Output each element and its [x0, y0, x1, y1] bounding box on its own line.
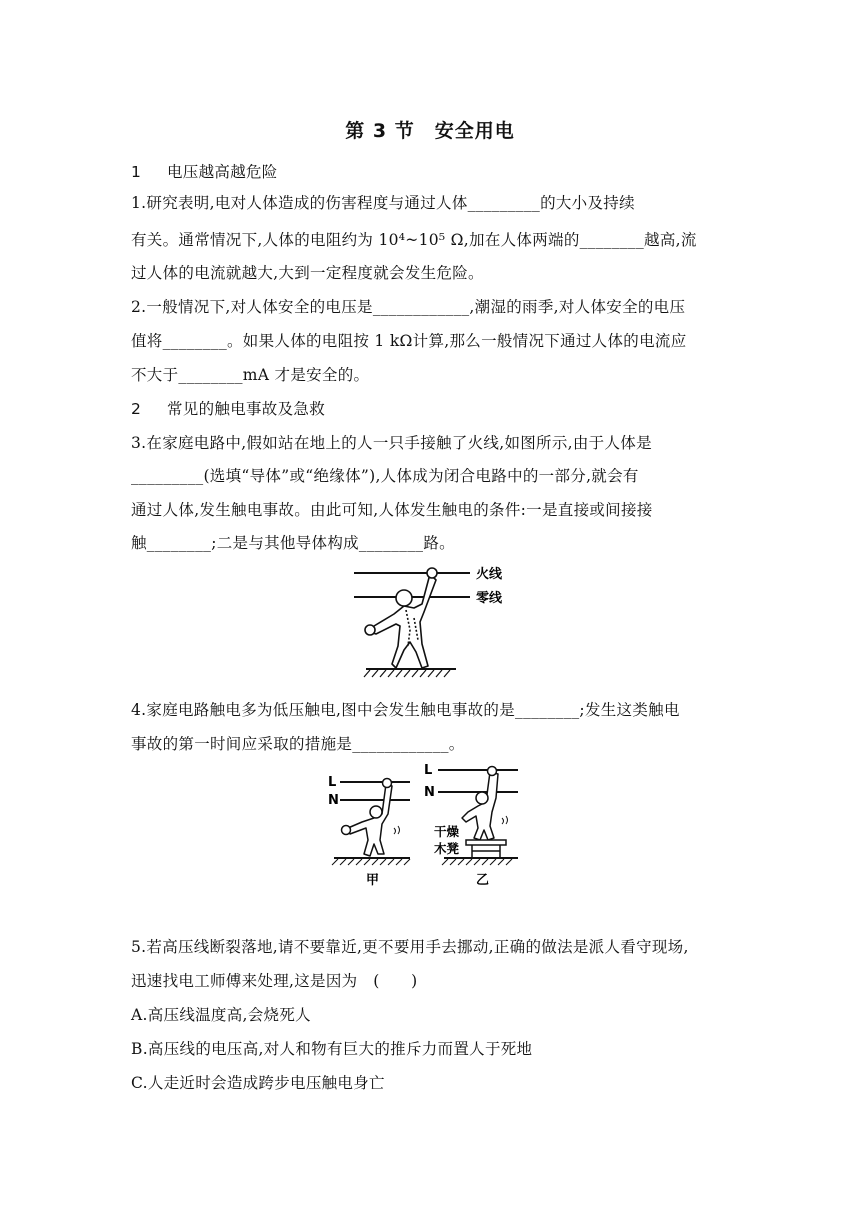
- N-label: N: [328, 793, 339, 808]
- section-number: 1: [131, 163, 142, 181]
- section-heading-2: [131, 397, 731, 419]
- figure-touch-live-wire: [352, 560, 522, 680]
- q3-line-3: 通过人体,发生触电事故。由此可知,人体发生触电的条件:一是直接或间接接: [131, 501, 653, 519]
- caption-yi: 乙: [476, 873, 490, 888]
- figure-jia-yi: [326, 758, 522, 892]
- section-label: 常见的触电事故及急救: [167, 400, 326, 418]
- q1-line-3: 过人体的电流就越大,大到一定程度就会发生危险。: [131, 264, 484, 282]
- section-number: 2: [131, 400, 142, 418]
- neutral-wire-label: 零线: [476, 591, 503, 606]
- person-jia: [342, 779, 393, 857]
- stool-label-line1: 干燥: [434, 824, 460, 839]
- q2-line-1: 2.一般情况下,对人体安全的电压是____________,潮湿的雨季,对人体安全的电压: [131, 298, 686, 316]
- caption-jia: 甲: [366, 873, 380, 888]
- stool-label-line2: 木凳: [434, 841, 460, 856]
- q2-line-3: 不大于________mA 才是安全的。: [131, 366, 370, 384]
- panel-yi: [424, 763, 518, 888]
- ground-hatch-jia: [332, 858, 410, 865]
- wooden-stool: [466, 840, 506, 858]
- person-yi: [462, 767, 498, 841]
- q5-option-a: A.高压线温度高,会烧死人: [131, 1006, 311, 1024]
- L-label: L: [328, 775, 337, 790]
- ground-hatch: [364, 669, 456, 677]
- q3-line-4: 触________;二是与其他导体构成________路。: [131, 534, 455, 552]
- q4-line-1: 4.家庭电路触电多为低压触电,图中会发生触电事故的是________;发生这类触电: [131, 701, 680, 719]
- person-figure: [365, 568, 437, 668]
- q3-line-1: 3.在家庭电路中,假如站在地上的人一只手接触了火线,如图所示,由于人体是: [131, 434, 652, 452]
- page-title: 第 3 节 安全用电: [345, 120, 515, 142]
- q1-line-1: 1.研究表明,电对人体造成的伤害程度与通过人体_________的大小及持续: [131, 194, 635, 212]
- q5-option-c: C.人走近时会造成跨步电压触电身亡: [131, 1074, 385, 1092]
- q4-line-2: 事故的第一时间应采取的措施是____________。: [131, 735, 465, 753]
- L-label: L: [424, 763, 433, 778]
- q5-line-1: 5.若高压线断裂落地,请不要靠近,更不要用手去挪动,正确的做法是派人看守现场,: [131, 938, 689, 956]
- panel-jia: [328, 775, 410, 888]
- q2-line-2: 值将________。如果人体的电阻按 1 kΩ计算,那么一般情况下通过人体的电流应: [131, 332, 687, 350]
- section-label: 电压越高越危险: [167, 163, 278, 181]
- N-label: N: [424, 785, 435, 800]
- q5-option-b: B.高压线的电压高,对人和物有巨大的推斥力而置人于死地: [131, 1040, 533, 1058]
- q5-line-2: 迅速找电工师傅来处理,这是因为 ( ): [131, 972, 418, 990]
- q3-line-2: _________(选填“导体”或“绝缘体”),人体成为闭合电路中的一部分,就会有: [131, 467, 639, 485]
- live-wire-label: 火线: [476, 567, 503, 582]
- section-heading-1: [131, 160, 731, 182]
- q1-line-2: 有关。通常情况下,人体的电阻约为 10⁴~10⁵ Ω,加在人体两端的________越高,流: [131, 231, 697, 249]
- ground-hatch-yi: [442, 858, 518, 865]
